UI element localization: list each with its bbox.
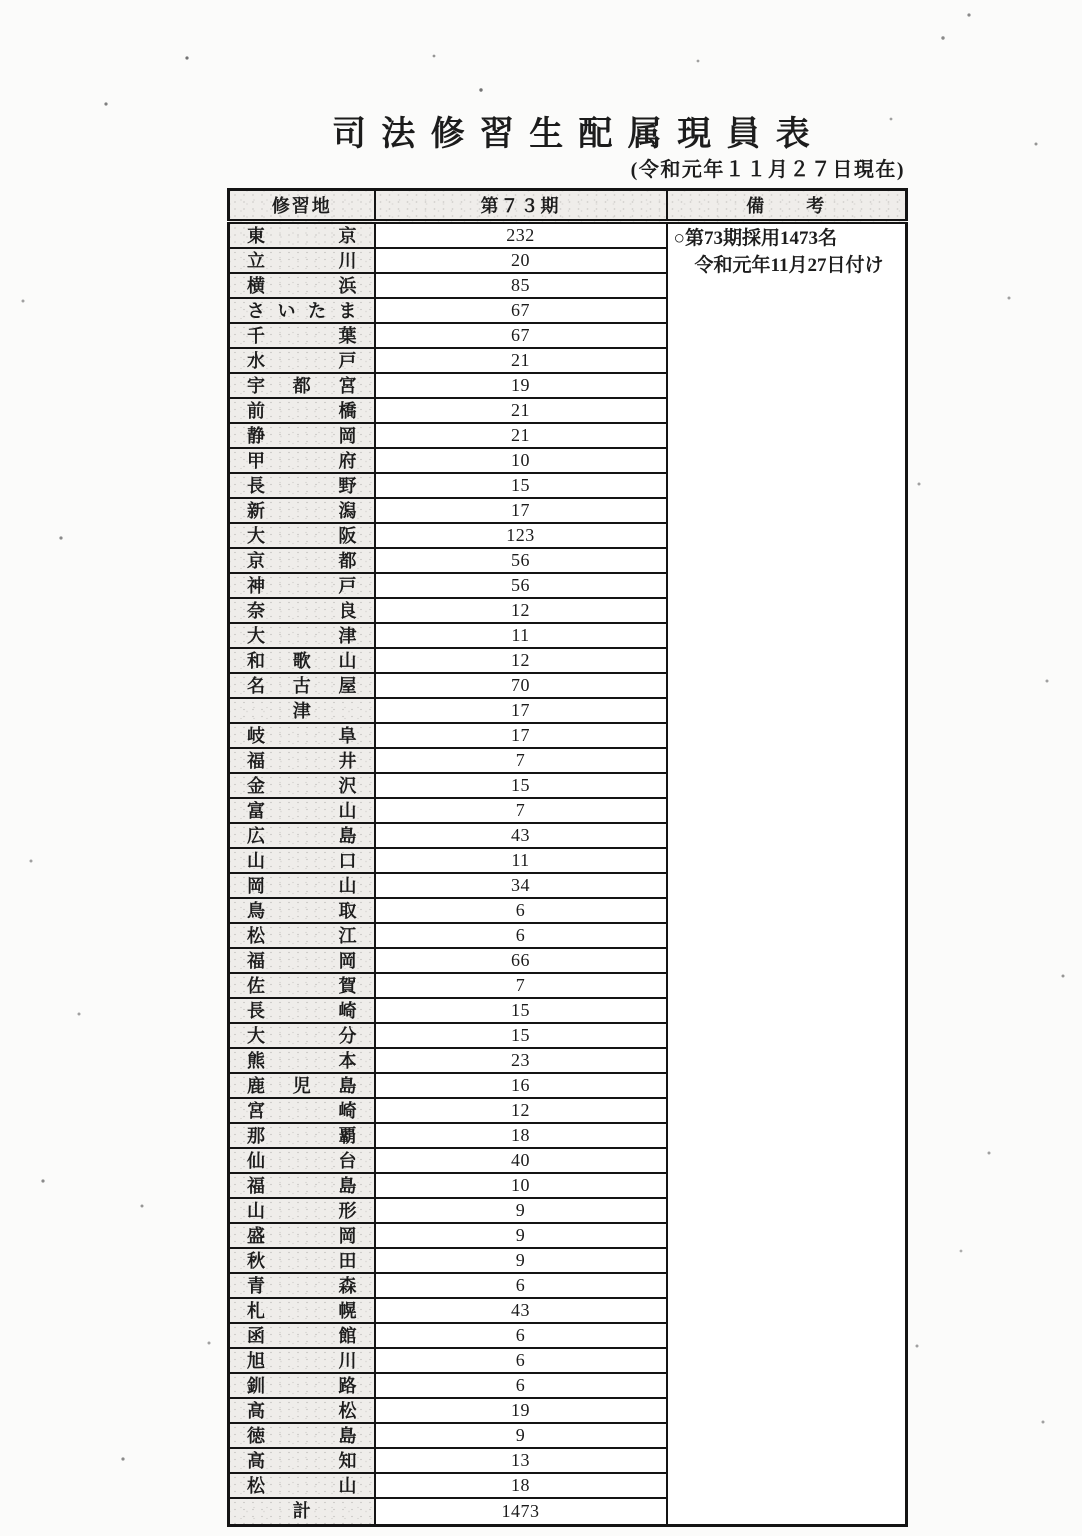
location-cell bbox=[229, 1073, 375, 1098]
location-cell bbox=[229, 1323, 375, 1348]
location-name: 金沢 bbox=[247, 775, 357, 796]
location-name: 福岡 bbox=[247, 950, 357, 971]
location-cell bbox=[229, 798, 375, 823]
location-name: 静岡 bbox=[247, 425, 357, 446]
count-cell: 20 bbox=[375, 248, 667, 273]
count-cell: 21 bbox=[375, 398, 667, 423]
count-cell: 15 bbox=[375, 998, 667, 1023]
total-label-cell bbox=[229, 1498, 375, 1525]
location-name: 青森 bbox=[247, 1275, 357, 1296]
location-name: 盛岡 bbox=[247, 1225, 357, 1246]
count-cell: 70 bbox=[375, 673, 667, 698]
location-cell bbox=[229, 222, 375, 249]
count-cell: 23 bbox=[375, 1048, 667, 1073]
location-name: 水戸 bbox=[247, 350, 357, 371]
count-cell: 67 bbox=[375, 323, 667, 348]
total-label: 計 bbox=[292, 1501, 311, 1522]
count-cell: 6 bbox=[375, 923, 667, 948]
location-cell bbox=[229, 623, 375, 648]
location-name: 函館 bbox=[247, 1325, 357, 1346]
count-cell: 11 bbox=[375, 848, 667, 873]
count-cell: 67 bbox=[375, 298, 667, 323]
location-name: 佐賀 bbox=[247, 975, 357, 996]
count-cell: 9 bbox=[375, 1198, 667, 1223]
location-cell bbox=[229, 548, 375, 573]
table-header bbox=[229, 190, 907, 222]
count-cell: 18 bbox=[375, 1123, 667, 1148]
location-name: 長野 bbox=[247, 475, 357, 496]
count-cell: 43 bbox=[375, 1298, 667, 1323]
location-name: 那覇 bbox=[247, 1125, 357, 1146]
location-cell bbox=[229, 448, 375, 473]
count-cell: 9 bbox=[375, 1423, 667, 1448]
location-cell bbox=[229, 1173, 375, 1198]
location-name: 徳島 bbox=[247, 1425, 357, 1446]
count-cell: 123 bbox=[375, 523, 667, 548]
header-remarks: 備 考 bbox=[667, 190, 907, 222]
location-name: 山口 bbox=[247, 850, 357, 871]
count-cell: 9 bbox=[375, 1248, 667, 1273]
location-name: 福島 bbox=[247, 1175, 357, 1196]
location-cell bbox=[229, 573, 375, 598]
location-name: 宇都宮 bbox=[247, 375, 357, 396]
location-cell bbox=[229, 1123, 375, 1148]
count-cell: 232 bbox=[375, 222, 667, 249]
location-cell bbox=[229, 948, 375, 973]
location-cell bbox=[229, 773, 375, 798]
location-name: 大阪 bbox=[247, 525, 357, 546]
table-row bbox=[229, 222, 907, 249]
location-name: 広島 bbox=[247, 825, 357, 846]
location-cell bbox=[229, 1223, 375, 1248]
count-cell: 12 bbox=[375, 598, 667, 623]
location-name: 甲府 bbox=[247, 450, 357, 471]
count-cell: 6 bbox=[375, 1273, 667, 1298]
location-name: 札幌 bbox=[247, 1300, 357, 1321]
location-cell bbox=[229, 873, 375, 898]
header-location: 修習地 bbox=[229, 190, 375, 222]
remarks-cell bbox=[667, 222, 907, 1499]
location-name: 旭川 bbox=[247, 1350, 357, 1371]
location-name: 福井 bbox=[247, 750, 357, 771]
count-cell: 7 bbox=[375, 973, 667, 998]
location-name: 神戸 bbox=[247, 575, 357, 596]
count-cell: 12 bbox=[375, 1098, 667, 1123]
location-cell bbox=[229, 1398, 375, 1423]
location-name: 大津 bbox=[247, 625, 357, 646]
location-name: 熊本 bbox=[247, 1050, 357, 1071]
location-name: 鹿児島 bbox=[247, 1075, 357, 1096]
scan-noise bbox=[0, 0, 2, 2]
location-cell bbox=[229, 1448, 375, 1473]
location-name: 長崎 bbox=[247, 1000, 357, 1021]
count-cell: 66 bbox=[375, 948, 667, 973]
page-title: 司法修習生配属現員表 bbox=[332, 116, 825, 153]
location-cell bbox=[229, 898, 375, 923]
location-name: 和歌山 bbox=[247, 650, 357, 671]
location-name: 秋田 bbox=[247, 1250, 357, 1271]
location-cell bbox=[229, 1048, 375, 1073]
count-cell: 21 bbox=[375, 348, 667, 373]
count-cell: 12 bbox=[375, 648, 667, 673]
count-cell: 56 bbox=[375, 548, 667, 573]
location-name: 立川 bbox=[247, 250, 357, 271]
location-cell bbox=[229, 998, 375, 1023]
count-cell: 6 bbox=[375, 1323, 667, 1348]
total-count-cell: 1473 bbox=[375, 1498, 667, 1525]
location-name: 横浜 bbox=[247, 275, 357, 296]
table-body bbox=[229, 222, 907, 1499]
location-cell bbox=[229, 498, 375, 523]
location-cell bbox=[229, 523, 375, 548]
count-cell: 6 bbox=[375, 1373, 667, 1398]
count-cell: 18 bbox=[375, 1473, 667, 1498]
count-cell: 7 bbox=[375, 798, 667, 823]
location-cell bbox=[229, 723, 375, 748]
location-name: 奈良 bbox=[247, 600, 357, 621]
location-cell bbox=[229, 348, 375, 373]
location-cell bbox=[229, 1023, 375, 1048]
location-cell bbox=[229, 598, 375, 623]
count-cell: 7 bbox=[375, 748, 667, 773]
location-name: 松山 bbox=[247, 1475, 357, 1496]
location-cell bbox=[229, 1273, 375, 1298]
count-cell: 19 bbox=[375, 1398, 667, 1423]
location-name: 仙台 bbox=[247, 1150, 357, 1171]
count-cell: 10 bbox=[375, 1173, 667, 1198]
count-cell: 15 bbox=[375, 773, 667, 798]
location-cell bbox=[229, 1148, 375, 1173]
as-of-date-note: (令和元年１１月２７日現在) bbox=[630, 159, 905, 181]
location-name: 東京 bbox=[247, 225, 357, 246]
location-name: 津 bbox=[292, 700, 311, 721]
count-cell: 9 bbox=[375, 1223, 667, 1248]
location-cell bbox=[229, 848, 375, 873]
location-name: 富山 bbox=[247, 800, 357, 821]
location-name: 宮崎 bbox=[247, 1100, 357, 1121]
location-cell bbox=[229, 648, 375, 673]
location-cell bbox=[229, 248, 375, 273]
location-cell bbox=[229, 473, 375, 498]
location-cell bbox=[229, 1423, 375, 1448]
assignment-table bbox=[227, 188, 908, 1527]
location-name: 京都 bbox=[247, 550, 357, 571]
location-cell bbox=[229, 298, 375, 323]
location-name: 千葉 bbox=[247, 325, 357, 346]
header-term-73: 第７３期 bbox=[375, 190, 667, 222]
location-cell bbox=[229, 423, 375, 448]
count-cell: 15 bbox=[375, 1023, 667, 1048]
location-name: 高知 bbox=[247, 1450, 357, 1471]
count-cell: 34 bbox=[375, 873, 667, 898]
location-name: 岐阜 bbox=[247, 725, 357, 746]
location-name: 松江 bbox=[247, 925, 357, 946]
count-cell: 56 bbox=[375, 573, 667, 598]
location-cell bbox=[229, 1373, 375, 1398]
location-name: さいたま bbox=[247, 300, 357, 321]
location-name: 名古屋 bbox=[247, 675, 357, 696]
count-cell: 16 bbox=[375, 1073, 667, 1098]
count-cell: 21 bbox=[375, 423, 667, 448]
count-cell: 6 bbox=[375, 898, 667, 923]
location-name: 釧路 bbox=[247, 1375, 357, 1396]
count-cell: 19 bbox=[375, 373, 667, 398]
location-cell bbox=[229, 398, 375, 423]
count-cell: 40 bbox=[375, 1148, 667, 1173]
location-cell bbox=[229, 923, 375, 948]
location-name: 岡山 bbox=[247, 875, 357, 896]
header-row bbox=[229, 190, 907, 222]
count-cell: 43 bbox=[375, 823, 667, 848]
count-cell: 11 bbox=[375, 623, 667, 648]
location-cell bbox=[229, 323, 375, 348]
count-cell: 6 bbox=[375, 1348, 667, 1373]
count-cell: 85 bbox=[375, 273, 667, 298]
location-cell bbox=[229, 1198, 375, 1223]
location-cell bbox=[229, 748, 375, 773]
location-cell bbox=[229, 373, 375, 398]
location-cell bbox=[229, 1248, 375, 1273]
count-cell: 17 bbox=[375, 723, 667, 748]
location-name: 大分 bbox=[247, 1025, 357, 1046]
location-name: 鳥取 bbox=[247, 900, 357, 921]
remark-line: 令和元年11月27日付け bbox=[694, 255, 884, 276]
location-cell bbox=[229, 1473, 375, 1498]
total-row bbox=[229, 1498, 907, 1525]
count-cell: 17 bbox=[375, 498, 667, 523]
location-name: 山形 bbox=[247, 1200, 357, 1221]
location-cell bbox=[229, 1298, 375, 1323]
count-cell: 15 bbox=[375, 473, 667, 498]
table-footer bbox=[229, 1498, 907, 1525]
location-name: 新潟 bbox=[247, 500, 357, 521]
remark-line: ○第73期採用1473名 bbox=[673, 228, 837, 249]
location-cell bbox=[229, 273, 375, 298]
location-name: 前橋 bbox=[247, 400, 357, 421]
location-cell bbox=[229, 673, 375, 698]
count-cell: 17 bbox=[375, 698, 667, 723]
location-cell bbox=[229, 823, 375, 848]
location-name: 高松 bbox=[247, 1400, 357, 1421]
location-cell bbox=[229, 973, 375, 998]
location-cell bbox=[229, 1348, 375, 1373]
count-cell: 13 bbox=[375, 1448, 667, 1473]
location-cell bbox=[229, 698, 375, 723]
location-cell bbox=[229, 1098, 375, 1123]
count-cell: 10 bbox=[375, 448, 667, 473]
